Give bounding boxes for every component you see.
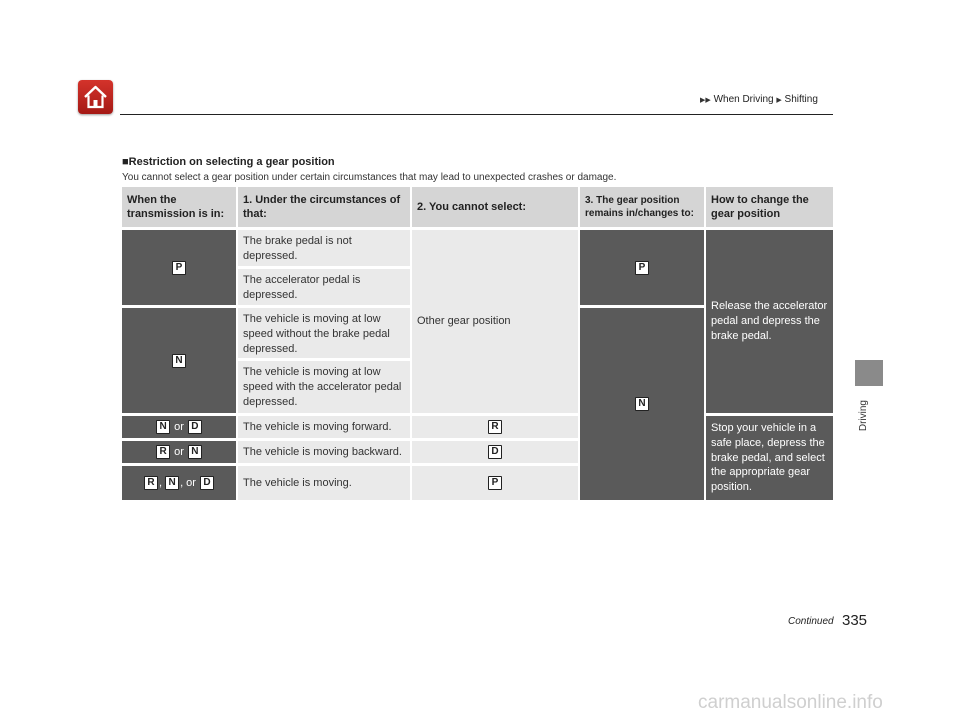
watermark: carmanualsonline.info xyxy=(698,692,883,713)
circumstance-moving: The vehicle is moving. xyxy=(238,466,410,500)
cannot-select-d xyxy=(412,441,578,463)
gear-n-icon: N xyxy=(172,354,186,368)
remains-in-n xyxy=(580,308,704,500)
square-bullet-icon: ■ xyxy=(122,156,129,168)
gear-restriction-table xyxy=(122,187,833,500)
circumstance-accel-depressed: The accelerator pedal is depressed. xyxy=(238,269,410,305)
gear-r-icon: R xyxy=(144,476,158,490)
comma-label: , xyxy=(180,476,184,489)
gear-n-icon: N xyxy=(188,445,202,459)
header-divider xyxy=(120,114,833,115)
transmission-cell-r-n-or-d xyxy=(122,466,236,500)
gear-p-icon: P xyxy=(488,476,502,490)
gear-p-icon: P xyxy=(635,261,649,275)
cannot-select-other: Other gear position xyxy=(412,230,578,413)
transmission-cell-n-or-d xyxy=(122,416,236,438)
circumstance-low-speed-no-brake: The vehicle is moving at low speed without the brake pedal depressed. xyxy=(238,308,410,358)
cannot-select-p xyxy=(412,466,578,500)
gear-n-icon: N xyxy=(165,476,179,490)
page-number: 335 xyxy=(842,612,868,629)
chapter-label: Driving xyxy=(858,400,869,432)
section-description: You cannot select a gear position under certain circumstances that may lead to unexpected crashes or damage. xyxy=(122,172,617,183)
chevron-right-icon: ▶▶ xyxy=(700,97,711,104)
breadcrumb xyxy=(700,94,818,105)
gear-d-icon: D xyxy=(188,420,202,434)
transmission-cell-n xyxy=(122,308,236,413)
how-stop-vehicle: Stop your vehicle in a safe place, depress the brake pedal, and select the appropriate gear position. xyxy=(706,416,833,500)
gear-d-icon: D xyxy=(488,445,502,459)
or-label: or xyxy=(174,420,184,433)
chapter-tab[interactable] xyxy=(855,360,883,386)
gear-n-icon: N xyxy=(156,420,170,434)
comma-label: , xyxy=(159,476,163,489)
or-label: or xyxy=(186,476,196,489)
header-circumstances: 1. Under the circumstances of that: xyxy=(238,187,410,227)
circumstance-moving-forward: The vehicle is moving forward. xyxy=(238,416,410,438)
remains-in-p xyxy=(580,230,704,305)
how-release-accelerator: Release the accelerator pedal and depress the brake pedal. xyxy=(706,230,833,413)
chevron-right-icon: ▶ xyxy=(776,97,782,104)
header-remains-in: 3. The gear position remains in/changes to: xyxy=(580,187,704,227)
header-cannot-select: 2. You cannot select: xyxy=(412,187,578,227)
home-icon xyxy=(83,85,108,109)
continued-label: Continued xyxy=(788,616,834,627)
breadcrumb-item-when-driving[interactable]: When Driving xyxy=(713,94,774,105)
header-transmission: When the transmission is in: xyxy=(122,187,236,227)
transmission-cell-p xyxy=(122,230,236,305)
gear-p-icon: P xyxy=(172,261,186,275)
cannot-select-r xyxy=(412,416,578,438)
section-title: ■Restriction on selecting a gear position xyxy=(122,156,335,168)
breadcrumb-item-shifting[interactable]: Shifting xyxy=(784,94,818,105)
transmission-cell-r-or-n xyxy=(122,441,236,463)
circumstance-moving-backward: The vehicle is moving backward. xyxy=(238,441,410,463)
circumstance-brake-not-depressed: The brake pedal is not depressed. xyxy=(238,230,410,266)
gear-r-icon: R xyxy=(156,445,170,459)
or-label: or xyxy=(174,445,184,458)
circumstance-low-speed-accel: The vehicle is moving at low speed with the accelerator pedal depressed. xyxy=(238,361,410,413)
home-button[interactable] xyxy=(78,80,113,114)
header-how-to-change: How to change the gear position xyxy=(706,187,833,227)
gear-n-icon: N xyxy=(635,397,649,411)
gear-r-icon: R xyxy=(488,420,502,434)
gear-d-icon: D xyxy=(200,476,214,490)
